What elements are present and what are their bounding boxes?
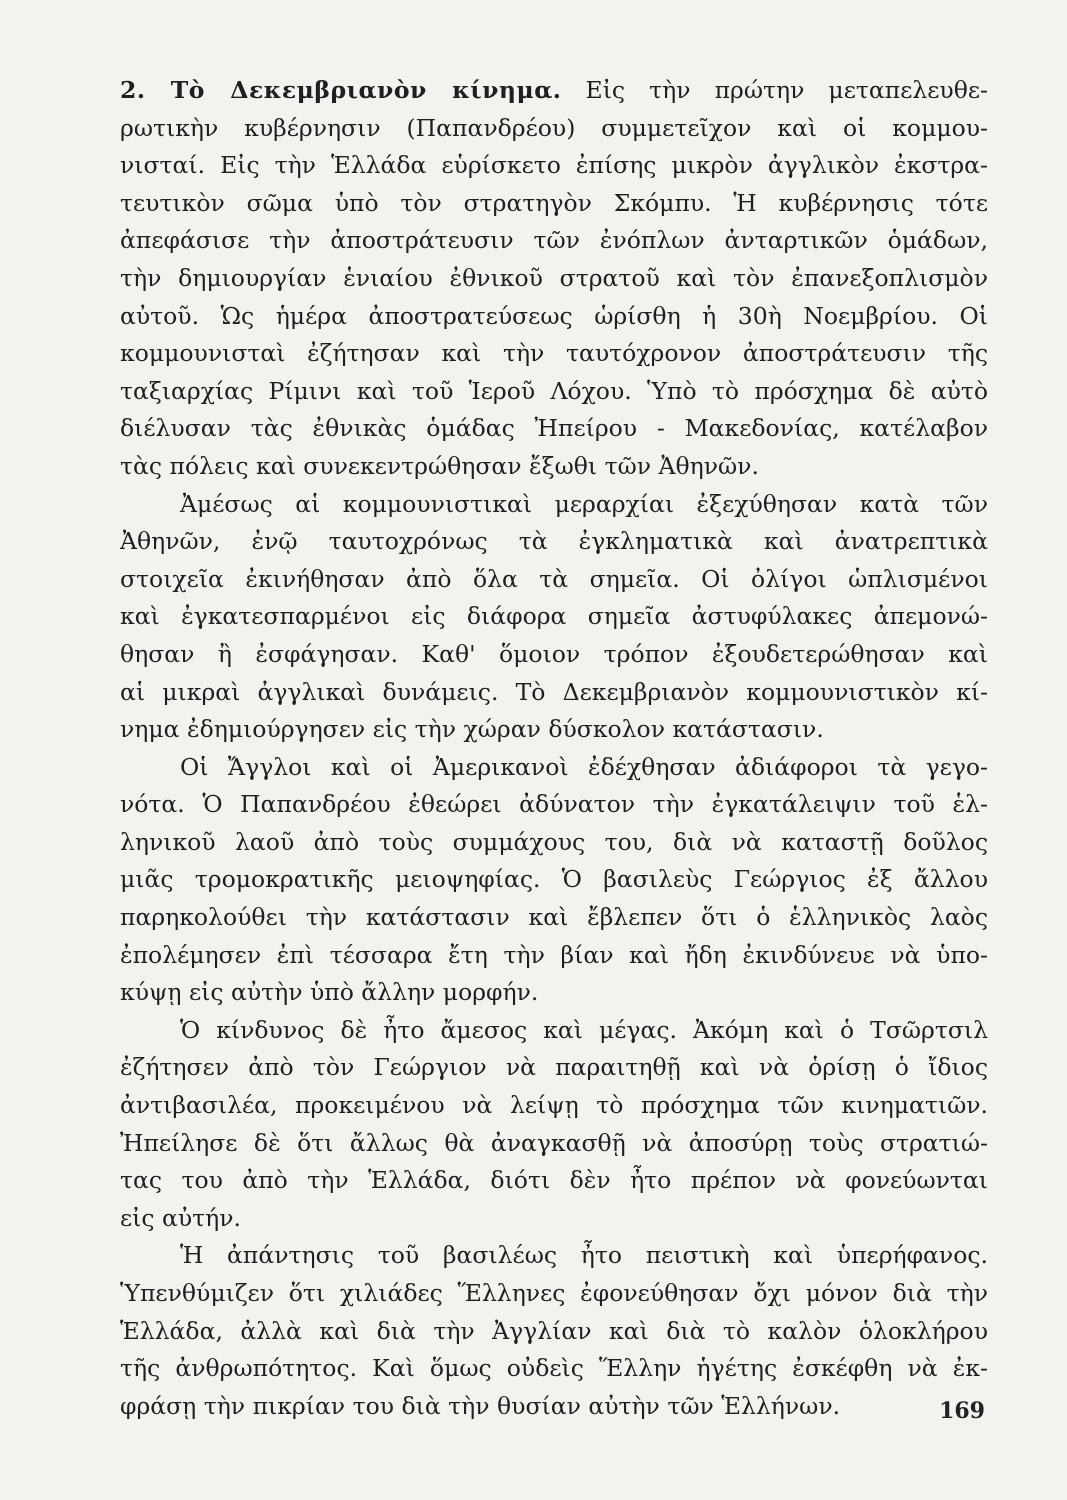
text-line-6: τὴν δημιουργίαν ἑνιαίου ἐθνικοῦ στρατοῦ καὶ τὸν ἐπανεξοπλισμὸν bbox=[120, 263, 988, 292]
text-line-13: Ἀθηνῶν, ἐνῷ ταυτοχρόνως τὰ ἐγκληματικὰ καὶ ἀνατρεπτικὰ bbox=[120, 527, 988, 556]
text-line-14: στοιχεῖα ἐκινήθησαν ἀπὸ ὅλα τὰ σημεῖα. Οἱ ὀλίγοι ὡπλισμένοι bbox=[120, 564, 988, 593]
text-line-30: τας του ἀπὸ τὴν Ἑλλάδα, διότι δὲν ἦτο πρέπον νὰ φονεύωνται bbox=[120, 1166, 988, 1195]
text-line-9: ταξιαρχίας Ρίμινι καὶ τοῦ Ἱεροῦ Λόχου. Ὑπὸ τὸ πρόσχημα δὲ αὐτὸ bbox=[120, 376, 988, 405]
text-line-27: ἐζήτησεν ἀπὸ τὸν Γεώργιον νὰ παραιτηθῇ καὶ νὰ ὁρίσῃ ὁ ἴδιος bbox=[120, 1053, 988, 1082]
text-line-19: Οἱ Ἄγγλοι καὶ οἱ Ἀμερικανοὶ ἐδέχθησαν ἀδιάφοροι τὰ γεγο- bbox=[180, 752, 988, 781]
text-line-32: Ἡ ἀπάντησις τοῦ βασιλέως ἦτο πειστικὴ καὶ ὑπερήφανος. bbox=[180, 1241, 988, 1270]
text-line-36: φράσῃ τὴν πικρίαν του διὰ τὴν θυσίαν αὐτὴν τῶν Ἑλλήνων. bbox=[120, 1391, 841, 1420]
text-line-5: ἀπεφάσισε τὴν ἀποστράτευσιν τῶν ἐνόπλων ἀνταρτικῶν ὁμάδων, bbox=[120, 226, 988, 255]
text-line-2: ρωτικὴν κυβέρνησιν (Παπανδρέου) συμμετεῖχον καὶ οἱ κομμου- bbox=[120, 113, 988, 142]
text-line-10: διέλυσαν τὰς ἐθνικὰς ὁμάδας Ἠπείρου - Μακεδονίας, κατέλαβον bbox=[120, 414, 988, 443]
body-text bbox=[120, 72, 988, 1425]
page-number: 169 bbox=[939, 1398, 985, 1424]
text-line-4: τευτικὸν σῶμα ὑπὸ τὸν στρατηγὸν Σκόμπυ. Ἡ κυβέρνησις τότε bbox=[120, 188, 988, 217]
text-line-31: εἰς αὐτήν. bbox=[120, 1203, 242, 1232]
text-line-33: Ὑπενθύμιζεν ὅτι χιλιάδες Ἕλληνες ἐφονεύθησαν ὄχι μόνον διὰ τὴν bbox=[120, 1279, 988, 1307]
text-line-28: ἀντιβασιλέα, προκειμένου νὰ λείψῃ τὸ πρόσχημα τῶν κινηματιῶν. bbox=[120, 1091, 988, 1120]
text-line-20: νότα. Ὁ Παπανδρέου ἐθεώρει ἀδύνατον τὴν ἐγκατάλειψιν τοῦ ἑλ- bbox=[120, 790, 988, 819]
text-line-3: νισταί. Εἰς τὴν Ἑλλάδα εὑρίσκετο ἐπίσης μικρὸν ἀγγλικὸν ἐκστρα- bbox=[120, 151, 988, 180]
text-line-8: κομμουνισταὶ ἐζήτησαν καὶ τὴν ταυτόχρονον ἀποστράτευσιν τῆς bbox=[120, 339, 988, 368]
text-line-16: θησαν ἢ ἐσφάγησαν. Καθ' ὅμοιον τρόπον ἐξουδετερώθησαν καὶ bbox=[120, 639, 988, 668]
text-line-25: κύψῃ εἰς αὐτὴν ὑπὸ ἄλλην μορφήν. bbox=[120, 978, 539, 1007]
text-line-22: μιᾶς τρομοκρατικῆς μειοψηφίας. Ὁ βασιλεὺς Γεώργιος ἐξ ἄλλου bbox=[120, 865, 988, 894]
text-line-7: αὐτοῦ. Ὡς ἡμέρα ἀποστρατεύσεως ὡρίσθη ἡ 30ὴ Νοεμβρίου. Οἱ bbox=[120, 301, 988, 330]
text-line-24: ἐπολέμησεν ἐπὶ τέσσαρα ἔτη τὴν βίαν καὶ ἤδη ἐκινδύνευε νὰ ὑπο- bbox=[120, 940, 988, 969]
section-heading: 2. Τὸ Δεκεμβριανὸν κίνημα. bbox=[120, 76, 562, 104]
text-line-29: Ἠπείλησε δὲ ὅτι ἄλλως θὰ ἀναγκασθῇ νὰ ἀποσύρῃ τοὺς στρατιώ- bbox=[120, 1128, 988, 1157]
text-line-18: νημα ἐδημιούργησεν εἰς τὴν χώραν δύσκολον κατάστασιν. bbox=[120, 715, 824, 744]
text-line-1-rest: Εἰς τὴν πρώτην μεταπελευθε- bbox=[585, 76, 988, 104]
text-line-15: καὶ ἐγκατεσπαρμένοι εἰς διάφορα σημεῖα ἀστυφύλακες ἀπεμονώ- bbox=[120, 602, 988, 631]
text-line-23: παρηκολούθει τὴν κατάστασιν καὶ ἔβλεπεν ὅτι ὁ ἑλληνικὸς λαὸς bbox=[120, 903, 988, 932]
text-line-17: αἱ μικραὶ ἀγγλικαὶ δυνάμεις. Τὸ Δεκεμβριανὸν κομμουνιστικὸν κί- bbox=[120, 677, 988, 706]
text-line-35: τῆς ἀνθρωπότητος. Καὶ ὅμως οὐδεὶς Ἕλλην ἡγέτης ἐσκέφθη νὰ ἐκ- bbox=[120, 1354, 988, 1383]
text-line-34: Ἑλλάδα, ἀλλὰ καὶ διὰ τὴν Ἀγγλίαν καὶ διὰ τὸ καλὸν ὁλοκλήρου bbox=[120, 1316, 988, 1345]
text-line-26: Ὁ κίνδυνος δὲ ἦτο ἄμεσος καὶ μέγας. Ἀκόμη καὶ ὁ Τσῶρτσιλ bbox=[180, 1015, 988, 1044]
text-line-12: Ἀμέσως αἱ κομμουνιστικαὶ μεραρχίαι ἐξεχύθησαν κατὰ τῶν bbox=[180, 489, 988, 518]
text-line-1 bbox=[120, 72, 988, 110]
text-line-11: τὰς πόλεις καὶ συνεκεντρώθησαν ἔξωθι τῶν Ἀθηνῶν. bbox=[120, 451, 759, 480]
text-line-21: ληνικοῦ λαοῦ ἀπὸ τοὺς συμμάχους του, διὰ νὰ καταστῇ δοῦλος bbox=[120, 827, 988, 856]
